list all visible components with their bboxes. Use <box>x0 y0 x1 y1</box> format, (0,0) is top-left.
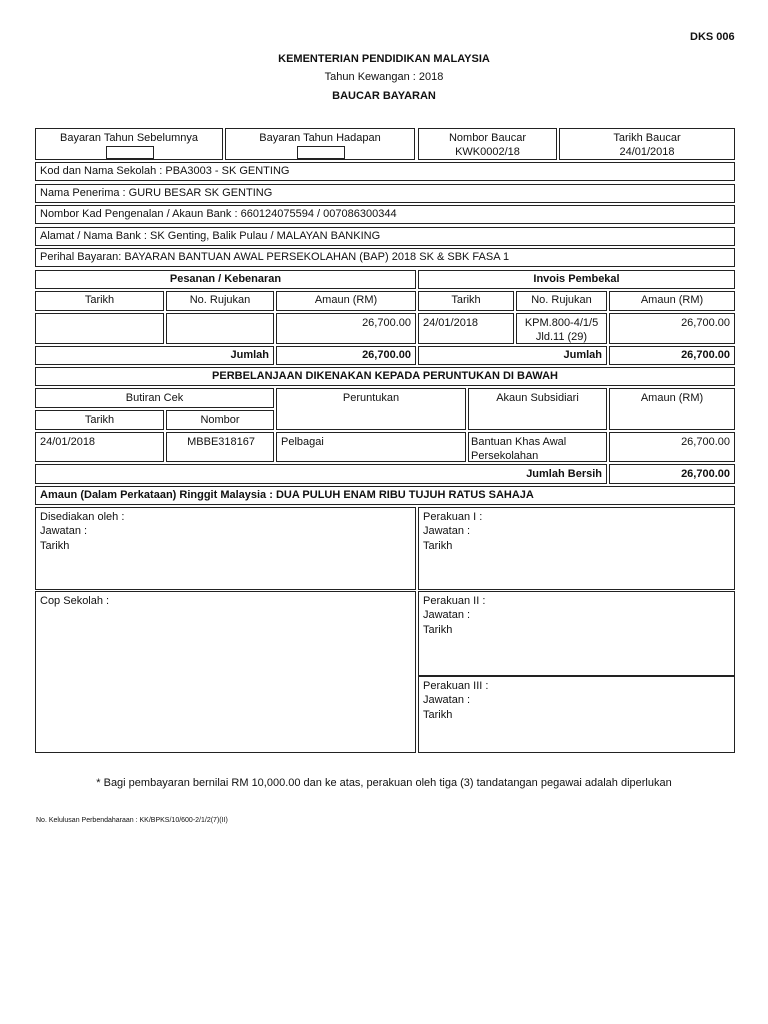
subsidiary-line-1: Bantuan Khas Awal <box>471 436 567 448</box>
voucher-number: KWK0002/18 <box>455 146 520 158</box>
certification-3-date: Tarikh <box>423 709 453 721</box>
net-total-label: Jumlah Bersih <box>526 468 602 480</box>
allocation-amount-header <box>609 388 735 430</box>
order-total-label-cell <box>35 346 274 365</box>
allocation-amount-cell <box>609 432 735 462</box>
form-code: DKS 006 <box>690 31 735 43</box>
school-text: Kod dan Nama Sekolah : PBA3003 - SK GENTING <box>40 165 290 177</box>
order-amount-value: 26,700.00 <box>362 317 411 329</box>
certification-2-box <box>418 591 735 676</box>
invoice-ref-header <box>516 291 607 311</box>
prepared-date-label: Tarikh <box>40 540 70 552</box>
ministry-name: KEMENTERIAN PENDIDIKAN MALAYSIA <box>278 53 490 65</box>
order-date-header <box>35 291 164 311</box>
cheque-header-label: Butiran Cek <box>125 392 184 404</box>
fiscal-year: Tahun Kewangan : 2018 <box>324 71 444 83</box>
certification-3-box <box>418 676 735 753</box>
subsidiary-line-2: Persekolahan <box>471 450 539 462</box>
footer-note: * Bagi pembayaran bernilai RM 10,000.00 dan ke atas, perakuan oleh tiga (3) tandatangan pegawai adalah diperlukan <box>96 777 672 789</box>
next-year-checkbox[interactable] <box>297 146 345 159</box>
cheque-number-value: MBBE318167 <box>187 436 255 448</box>
invoice-title: Invois Pembekal <box>533 273 620 285</box>
recipient-text: Nama Penerima : GURU BESAR SK GENTING <box>40 187 273 199</box>
allocation-header-label: Peruntukan <box>342 392 400 404</box>
invoice-total-cell <box>609 346 735 365</box>
invoice-title-box <box>418 270 735 289</box>
allocation-amount-header-label: Amaun (RM) <box>640 392 704 404</box>
order-ref-cell <box>166 313 274 344</box>
next-year-box <box>225 128 415 160</box>
order-amount-header <box>276 291 416 311</box>
order-total-value: 26,700.00 <box>362 349 411 361</box>
amount-words-row <box>35 486 735 505</box>
address-bank-text: Alamat / Nama Bank : SK Genting, Balik Pulau / MALAYAN BANKING <box>40 230 381 242</box>
school-stamp-box <box>35 591 416 753</box>
prepared-position-label: Jawatan : <box>40 525 88 537</box>
allocation-header <box>276 388 466 430</box>
invoice-ref-line-1: KPM.800-4/1/5 <box>524 317 599 329</box>
cheque-number-header-label: Nombor <box>200 414 240 426</box>
cheque-number-cell <box>166 432 274 462</box>
prepared-by-box <box>35 507 416 590</box>
prev-year-label: Bayaran Tahun Sebelumnya <box>59 132 198 144</box>
invoice-ref-cell <box>516 313 607 344</box>
allocation-title-box <box>35 367 735 386</box>
invoice-total-value: 26,700.00 <box>681 349 730 361</box>
prev-year-box <box>35 128 223 160</box>
subsidiary-header <box>468 388 607 430</box>
next-year-label: Bayaran Tahun Hadapan <box>259 132 381 144</box>
allocation-cell <box>276 432 466 462</box>
certification-1-position: Jawatan : <box>423 525 471 537</box>
cheque-number-header <box>166 410 274 430</box>
subsidiary-cell <box>468 432 607 462</box>
invoice-total-label: Jumlah <box>563 349 602 361</box>
certification-1-box <box>418 507 735 590</box>
allocation-value: Pelbagai <box>281 436 324 448</box>
order-ref-header-label: No. Rujukan <box>189 294 251 306</box>
subsidiary-header-label: Akaun Subsidiari <box>496 392 579 404</box>
purpose-text: Perihal Bayaran: BAYARAN BANTUAN AWAL PERSEKOLAHAN (BAP) 2018 SK & SBK FASA 1 <box>40 251 510 263</box>
address-bank-row <box>35 227 735 246</box>
order-date-header-label: Tarikh <box>84 294 115 306</box>
invoice-date-header <box>418 291 514 311</box>
certification-1-label: Perakuan I : <box>423 511 483 523</box>
certification-2-date: Tarikh <box>423 624 453 636</box>
order-title-box <box>35 270 416 289</box>
ic-bank-row <box>35 205 735 224</box>
order-amount-cell <box>276 313 416 344</box>
voucher-date: 24/01/2018 <box>619 146 675 158</box>
amount-words-text: Amaun (Dalam Perkataan) Ringgit Malaysia : DUA PULUH ENAM RIBU TUJUH RATUS SAHAJA <box>40 489 534 501</box>
invoice-date-cell <box>418 313 514 344</box>
invoice-amount-value: 26,700.00 <box>681 317 730 329</box>
cheque-date-cell <box>35 432 164 462</box>
school-row <box>35 162 735 181</box>
cheque-header <box>35 388 274 408</box>
invoice-date-value: 24/01/2018 <box>423 317 479 329</box>
allocation-amount-value: 26,700.00 <box>681 436 730 448</box>
invoice-ref-line-2: Jld.11 (29) <box>535 331 588 343</box>
invoice-total-label-cell <box>418 346 607 365</box>
treasury-approval: No. Kelulusan Perbendaharaan : KK/BPKS/10/600-2/1/2(7)(II) <box>36 817 228 824</box>
certification-1-date: Tarikh <box>423 540 453 552</box>
certification-3-label: Perakuan III : <box>423 680 489 692</box>
certification-3-position: Jawatan : <box>423 694 471 706</box>
prev-year-checkbox[interactable] <box>106 146 154 159</box>
certification-2-label: Perakuan II : <box>423 595 486 607</box>
invoice-date-header-label: Tarikh <box>451 294 481 306</box>
ic-bank-text: Nombor Kad Pengenalan / Akaun Bank : 660124075594 / 007086300344 <box>40 208 397 220</box>
invoice-amount-header <box>609 291 735 311</box>
prepared-by-label: Disediakan oleh : <box>40 511 125 523</box>
invoice-amount-header-label: Amaun (RM) <box>640 294 704 306</box>
order-amount-header-label: Amaun (RM) <box>314 294 378 306</box>
order-total-cell <box>276 346 416 365</box>
purpose-row <box>35 248 735 267</box>
invoice-ref-header-label: No. Rujukan <box>531 294 592 306</box>
order-ref-header <box>166 291 274 311</box>
form-title: BAUCAR BAYARAN <box>332 90 436 102</box>
cheque-date-header-label: Tarikh <box>84 414 115 426</box>
cheque-date-header <box>35 410 164 430</box>
recipient-row <box>35 184 735 203</box>
voucher-number-label: Nombor Baucar <box>448 132 527 144</box>
school-stamp-label: Cop Sekolah : <box>40 595 110 607</box>
voucher-date-label: Tarikh Baucar <box>613 132 681 144</box>
certification-2-position: Jawatan : <box>423 609 471 621</box>
voucher-date-box <box>559 128 735 160</box>
cheque-date-value: 24/01/2018 <box>40 436 96 448</box>
allocation-title: PERBELANJAAN DIKENAKAN KEPADA PERUNTUKAN DI BAWAH <box>212 370 558 382</box>
net-total-cell <box>609 464 735 484</box>
order-date-cell <box>35 313 164 344</box>
voucher-number-box <box>418 128 557 160</box>
net-total-label-cell <box>35 464 607 484</box>
order-title: Pesanan / Kebenaran <box>169 273 282 285</box>
order-total-label: Jumlah <box>230 349 269 361</box>
net-total-value: 26,700.00 <box>681 468 730 480</box>
invoice-amount-cell <box>609 313 735 344</box>
